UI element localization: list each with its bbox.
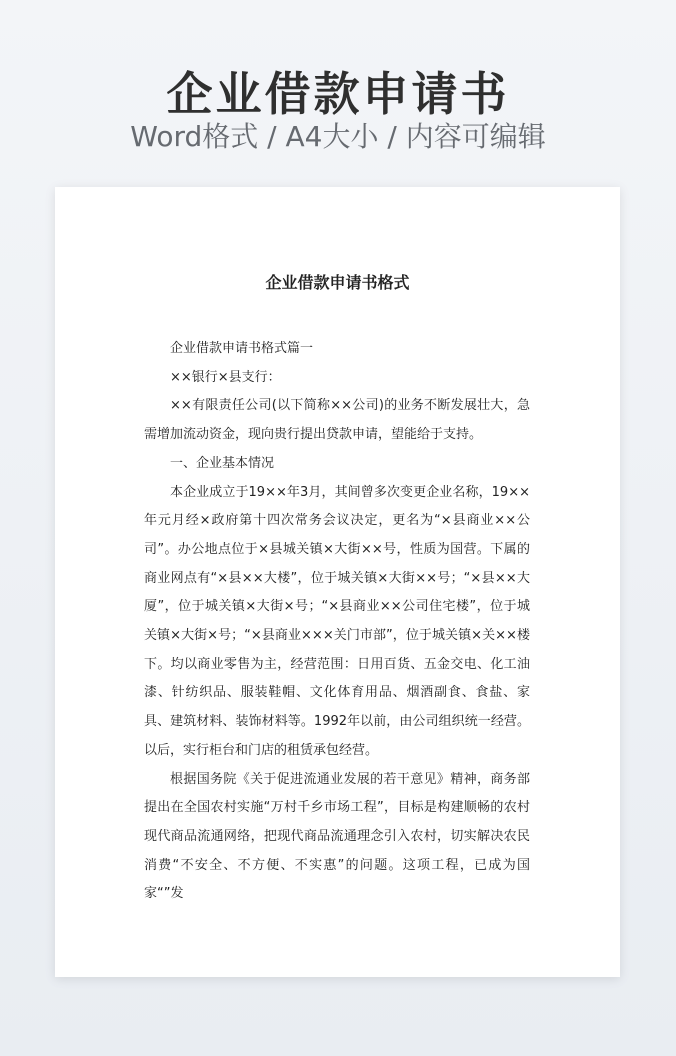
document-page	[55, 187, 620, 977]
hero-title: 企业借款申请书	[166, 67, 510, 121]
document-title: 企业借款申请书格式	[265, 273, 410, 292]
paragraph-salutation: ××银行×县支行：	[170, 369, 281, 385]
paragraph-heading: 企业借款申请书格式篇一	[170, 341, 314, 356]
paragraph-company-info: 本企业成立于19××年3月，其间曾多次变更企业名称，19××年元月经×政府第十四次常务会议决定，更名为“×县商业××公司”。办公地点位于×县城关镇×大街××号，性质为国营。下属的商业网点有“×县××大楼”，位于城关镇×大街××号；“×县××大厦”，位于城关镇×大街×号；“×县商业××公司住宅楼”，位于城关镇×大街×号；“×县商业×××关门市部”，位于城关镇×关××楼下。均以商业零售为主，经营范围：日用百货、五金交电、化工油漆、针纺织品、服装鞋帽、文化体育用品、烟酒副食、食盐、家具、建筑材料、装饰材料等。1992年以前，由公司组织统一经营。以后，实行柜台和门店的租赁承包经营。	[144, 484, 530, 758]
hero-subtitle: Word格式 / A4大小 / 内容可编辑	[130, 120, 546, 153]
paragraph-policy: 根据国务院《关于促进流通业发展的若干意见》精神，商务部提出在全国农村实施“万村千乡市场工程”，目标是构建顺畅的农村现代商品流通网络，把现代商品流通理念引入农村，切实解决农民消费“不安全、不方便、不实惠”的问题。这项工程，已成为国家“”发	[144, 771, 530, 902]
paragraph-section-heading: 一、企业基本情况	[170, 455, 275, 471]
paragraph-intro: ××有限责任公司(以下简称××公司)的业务不断发展壮大，急需增加流动资金，现向贵行提出贷款申请，望能给于支持。	[144, 398, 530, 443]
document-body	[144, 335, 530, 909]
